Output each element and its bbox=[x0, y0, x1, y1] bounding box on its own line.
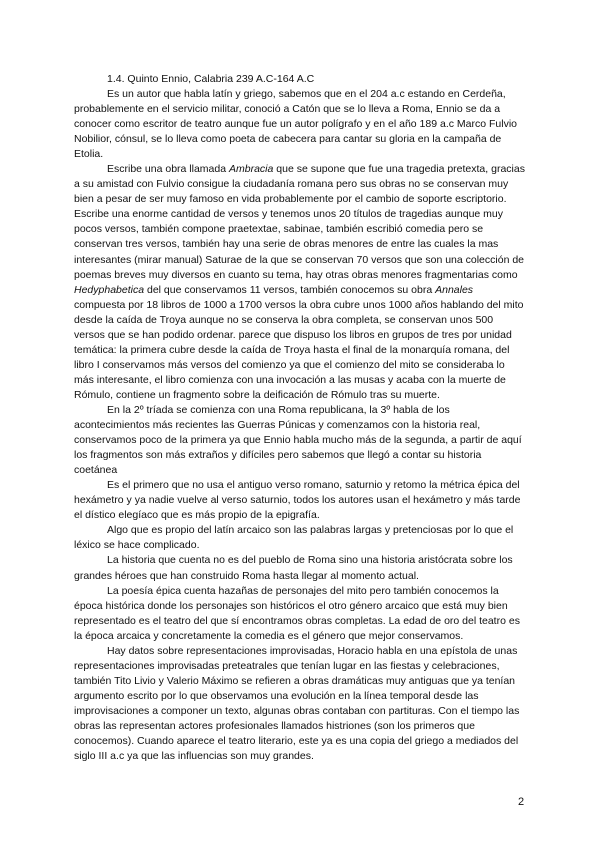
paragraph-1: Es un autor que habla latín y griego, sabemos que en el 204 a.c estando en Cerdeña, probablemente en el servicio militar, conoció a Catón que se lo lleva a Roma, Ennio se da a conocer como escritor de teatro aunque fue un autor polígrafo y en el año 189 a.c Marco Fulvio Nobilior, cónsul, se lo lleva como poeta de cabecera para cantar su gloria en la campaña de Etolia. bbox=[74, 88, 518, 161]
paragraph-6: La historia que cuenta no es del pueblo de Roma sino una historia aristócrata sobre los grandes héroes que han construido Roma hasta llegar al momento actual. bbox=[74, 554, 513, 582]
paragraph-2: Escribe una obra llamada Ambracia que se supone que fue una tragedia pretexta, gracias a su amistad con Fulvio consigue la ciudadanía romana pero sus obras no se conservan muy bien a pesar de ser muy famoso en vida probablemente por el cambio de soporte escriptorio. Escribe una enorme cantidad de versos y tenemos unos 20 títulos de tragedias aunque muy pocos versos, también compone praetextae, sabinae, también escribió comedia pero se conservan tres versos, también hay una serie de obras menores de entre las cuales la mas interesantes (mirar manual) Saturae de la que se conservan 70 versos que son una colección de poemas breves muy diversos en cuanto su tema, hay otras obras menores fragmentarias como Hedyphabetica del que conservamos 11 versos, también conocemos su obra Annales compuesta por 18 libros de 1000 a 1700 versos la obra cubre unos 1000 años hablando del mito desde la caída de Troya aunque no se conserva la obra completa, se conservan unos 500 versos que se han podido ordenar. parece que dispuso los libros en grupos de tres por unidad temática: la primera cubre desde la caída de Troya hasta el final de la monarquía romana, del libro I conservamos más versos del comienzo ya que el comienzo del mito se consideraba lo más interesante, el libro comienza con una invocación a las musas y acaba con la muerte de Rómulo, contiene un fragmento sobre la deificación de Rómulo tras su muerte. bbox=[74, 163, 525, 401]
section-heading: 1.4. Quinto Ennio, Calabria 239 A.C-164 A.C bbox=[107, 73, 315, 85]
title-annales: Annales bbox=[435, 283, 474, 296]
paragraph-5: Algo que es propio del latín arcaico son las palabras largas y pretenciosas por lo que el léxico se hace complicado. bbox=[74, 524, 514, 552]
title-ambracia: Ambracia bbox=[229, 163, 274, 176]
title-hedyphabetica: Hedyphabetica bbox=[74, 283, 145, 296]
document-page bbox=[74, 72, 526, 764]
page-number: 2 bbox=[518, 796, 525, 808]
paragraph-8: Hay datos sobre representaciones improvisadas, Horacio habla en una epístola de unas representaciones improvisadas preteatrales que tenían lugar en las fiestas y celebraciones, también Tito Livio y Valerio Máximo se refieren a obras dramáticas muy antiguas que ya tenían argumento escrito por lo que observamos una evolución en la línea temporal desde las improvisaciones a componer un texto, algunas obras contaban con partituras. Con el tiempo las obras las representan actores profesionales llamados histriones (son los primeros que conocemos). Cuando aparece el teatro literario, este ya es una copia del griego a mediados del siglo III a.c ya que las influencias son muy grandes. bbox=[74, 644, 520, 763]
paragraph-7: La poesía épica cuenta hazañas de personajes del mito pero también conocemos la época histórica donde los personajes son históricos el otro género arcaico que está muy bien representado es el teatro del que sí encontramos obras completas. La edad de oro del teatro es la época arcaica y concretamente la comedia es el género que mejor conservamos. bbox=[74, 584, 520, 642]
paragraph-4: Es el primero que no usa el antiguo verso romano, saturnio y retomo la métrica épica del hexámetro y ya nadie vuelve al verso saturnio, todos los autores usan el hexámetro y más tarde el dístico elegíaco que es más propio de la epigrafía. bbox=[74, 479, 521, 522]
paragraph-3: En la 2º tríada se comienza con una Roma republicana, la 3º habla de los acontecimientos más recientes las Guerras Púnicas y comenzamos con la historia real, conservamos poco de la primera ya que Ennio habla mucho más de la segunda, a partir de aquí los fragmentos son más extraños y difíciles pero sabemos que llegó a contar su historia coetánea bbox=[74, 403, 522, 477]
